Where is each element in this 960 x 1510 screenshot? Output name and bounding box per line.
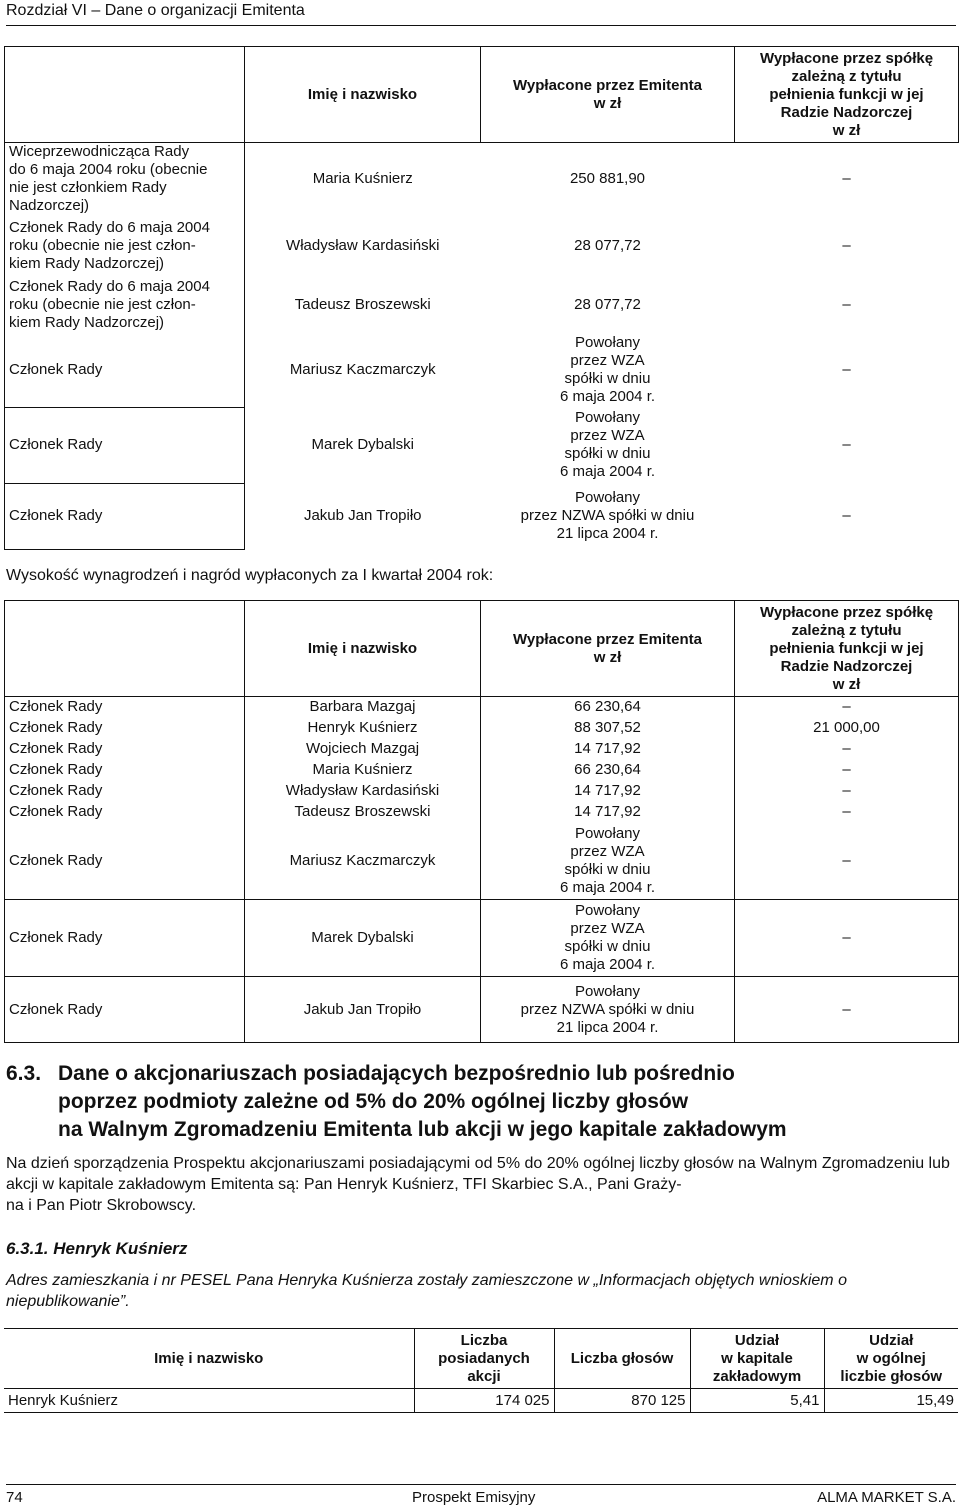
name-cell: Władysław Kardasiński (245, 781, 481, 802)
table-row (5, 215, 959, 277)
capital-share-header: Udział w kapitale zakładowym (690, 1329, 824, 1389)
emitent-value: Powołany przez WZA spółki w dniu 6 maja 2004 r. (481, 823, 735, 900)
subsidiary-value: 21 000,00 (735, 718, 959, 739)
table-row (5, 277, 959, 333)
table-row (5, 407, 959, 483)
name-cell: Maria Kuśnierz (312, 170, 413, 187)
subsidiary-value: – (842, 170, 851, 187)
shareholding-table (4, 1328, 958, 1413)
role-cell: Członek Rady (5, 977, 245, 1043)
emitent-value: Powołany przez WZA spółki w dniu 6 maja 2004 r. (481, 900, 735, 977)
remuneration-table-1 (4, 46, 959, 550)
subsidiary-value: – (842, 507, 851, 524)
footer-center: Prospekt Emisyjny (412, 1489, 536, 1506)
emitent-value: 66 230,64 (481, 697, 735, 718)
name-header: Imię i nazwisko (4, 1329, 414, 1389)
shares-value: 174 025 (414, 1389, 554, 1413)
subsidiary-value: – (735, 781, 959, 802)
emitent-value: Powołany przez WZA spółki w dniu 6 maja 2004 r. (559, 334, 656, 405)
emitent-value: 250 881,90 (569, 170, 646, 187)
role-header (5, 601, 245, 697)
votes-share-value: 15,49 (824, 1389, 958, 1413)
role-header (5, 47, 245, 143)
table-row (5, 143, 959, 216)
role-cell: Członek Rady (5, 802, 245, 823)
votes-value: 870 125 (554, 1389, 690, 1413)
table-row (5, 900, 959, 977)
table-row (5, 697, 959, 718)
emitent-value: 28 077,72 (574, 237, 641, 254)
table-row (5, 760, 959, 781)
footer-right: ALMA MARKET S.A. (817, 1489, 956, 1506)
role-cell: Członek Rady (5, 823, 245, 900)
subsidiary-value: – (735, 900, 959, 977)
shares-header: Liczba posiadanych akcji (414, 1329, 554, 1389)
table-row (5, 823, 959, 900)
name-cell: Tadeusz Broszewski (245, 802, 481, 823)
name-cell: Wojciech Mazgaj (245, 739, 481, 760)
name-cell: Marek Dybalski (311, 436, 415, 453)
page-number: 74 (6, 1489, 23, 1506)
page-footer (6, 1484, 956, 1506)
page-header (6, 0, 956, 26)
role-cell: Wiceprzewodnicząca Rady do 6 maja 2004 roku (obecnie nie jest członkiem Rady Nadzorczej) (5, 143, 245, 216)
name-cell: Tadeusz Broszewski (294, 296, 431, 313)
subsidiary-value: – (842, 361, 851, 378)
role-cell: Członek Rady (5, 739, 245, 760)
q1-caption: Wysokość wynagrodzeń i nagród wypłaconych za I kwartał 2004 rok: (6, 567, 494, 584)
section-title-line-3: na Walnym Zgromadzeniu Emitenta lub akcji w jego kapitale zakładowym (58, 1118, 787, 1141)
table-row (5, 333, 959, 407)
subsidiary-value: – (735, 823, 959, 900)
subsection-title: 6.3.1. Henryk Kuśnierz (6, 1239, 188, 1258)
table-row (5, 802, 959, 823)
name-cell: Marek Dybalski (245, 900, 481, 977)
name-cell: Henryk Kuśnierz (245, 718, 481, 739)
role-cell: Członek Rady do 6 maja 2004 roku (obecnie nie jest człon- kiem Rady Nadzorczej) (5, 277, 245, 333)
emitent-value: 14 717,92 (481, 802, 735, 823)
votes-share-header: Udział w ogólnej liczbie głosów (824, 1329, 958, 1389)
subsidiary-header: Wypłacone przez spółkę zależną z tytułu pełnienia funkcji w jej Radzie Nadzorczej w zł (735, 47, 959, 143)
section-heading (6, 1060, 956, 1144)
table-row (5, 977, 959, 1043)
subsidiary-value: – (842, 237, 851, 254)
subsidiary-value: – (735, 977, 959, 1043)
emitent-value: Powołany przez WZA spółki w dniu 6 maja 2004 r. (559, 409, 656, 480)
table-row (4, 1389, 958, 1413)
subsidiary-value: – (735, 739, 959, 760)
name-cell: Maria Kuśnierz (245, 760, 481, 781)
subsection-note: Adres zamieszkania i nr PESEL Pana Henryka Kuśnierza zostały zamieszczone w „Informacjach objętych wnioskiem o niepublikowanie”. (6, 1272, 847, 1310)
emitent-value: Powołany przez NZWA spółki w dniu 21 lipca 2004 r. (481, 977, 735, 1043)
role-cell: Członek Rady (5, 718, 245, 739)
votes-header: Liczba głosów (554, 1329, 690, 1389)
role-cell: Członek Rady do 6 maja 2004 roku (obecnie nie jest człon- kiem Rady Nadzorczej) (5, 215, 245, 277)
emitent-value: 28 077,72 (574, 296, 641, 313)
section-title-line-2: poprzez podmioty zależne od 5% do 20% ogólnej liczby głosów (58, 1090, 689, 1113)
emitent-value: 88 307,52 (481, 718, 735, 739)
name-cell: Jakub Jan Tropiło (303, 507, 422, 524)
name-cell: Władysław Kardasiński (286, 237, 440, 254)
header-title: Rozdział VI – Dane o organizacji Emitenta (6, 2, 305, 19)
name-cell: Barbara Mazgaj (245, 697, 481, 718)
subsidiary-value: – (735, 760, 959, 781)
subsidiary-header: Wypłacone przez spółkę zależną z tytułu pełnienia funkcji w jej Radzie Nadzorczej w zł (735, 601, 959, 697)
role-cell: Członek Rady (5, 483, 245, 549)
name-cell: Jakub Jan Tropiło (245, 977, 481, 1043)
name-header: Imię i nazwisko (245, 601, 481, 697)
role-cell: Członek Rady (5, 900, 245, 977)
section-title-line-1: Dane o akcjonariuszach posiadających bezpośrednio lub pośrednio (58, 1062, 735, 1085)
section-number: 6.3. (6, 1062, 42, 1085)
emitent-value: 14 717,92 (481, 781, 735, 802)
name-cell: Mariusz Kaczmarczyk (289, 361, 436, 378)
name-cell: Henryk Kuśnierz (4, 1389, 414, 1413)
table-row (5, 739, 959, 760)
emitent-value: 14 717,92 (481, 739, 735, 760)
table-row (5, 718, 959, 739)
role-cell: Członek Rady (5, 407, 245, 483)
capital-share-value: 5,41 (690, 1389, 824, 1413)
emitent-header: Wypłacone przez Emitenta w zł (481, 47, 735, 143)
role-cell: Członek Rady (5, 781, 245, 802)
table-row (5, 781, 959, 802)
subsidiary-value: – (842, 436, 851, 453)
name-header: Imię i nazwisko (245, 47, 481, 143)
role-cell: Członek Rady (5, 697, 245, 718)
emitent-header: Wypłacone przez Emitenta w zł (481, 601, 735, 697)
emitent-value: 66 230,64 (481, 760, 735, 781)
section-paragraph: Na dzień sporządzenia Prospektu akcjonariuszami posiadającymi od 5% do 20% ogólnej liczby głosów na Walnym Zgromadzeniu lub akcji w kapitale zakładowym Emitenta są: Pan Henryk Kuśnierz, TFI Skarbiec S.A., Pani Graży- na i Pan Piotr Skrobowscy. (6, 1155, 950, 1214)
emitent-value: Powołany przez NZWA spółki w dniu 21 lipca 2004 r. (520, 489, 695, 542)
name-cell: Mariusz Kaczmarczyk (245, 823, 481, 900)
subsidiary-value: – (735, 802, 959, 823)
role-cell: Członek Rady (5, 760, 245, 781)
remuneration-table-2 (4, 600, 959, 1043)
subsidiary-value: – (735, 697, 959, 718)
role-cell: Członek Rady (5, 333, 245, 407)
subsidiary-value: – (842, 296, 851, 313)
table-row (5, 483, 959, 549)
